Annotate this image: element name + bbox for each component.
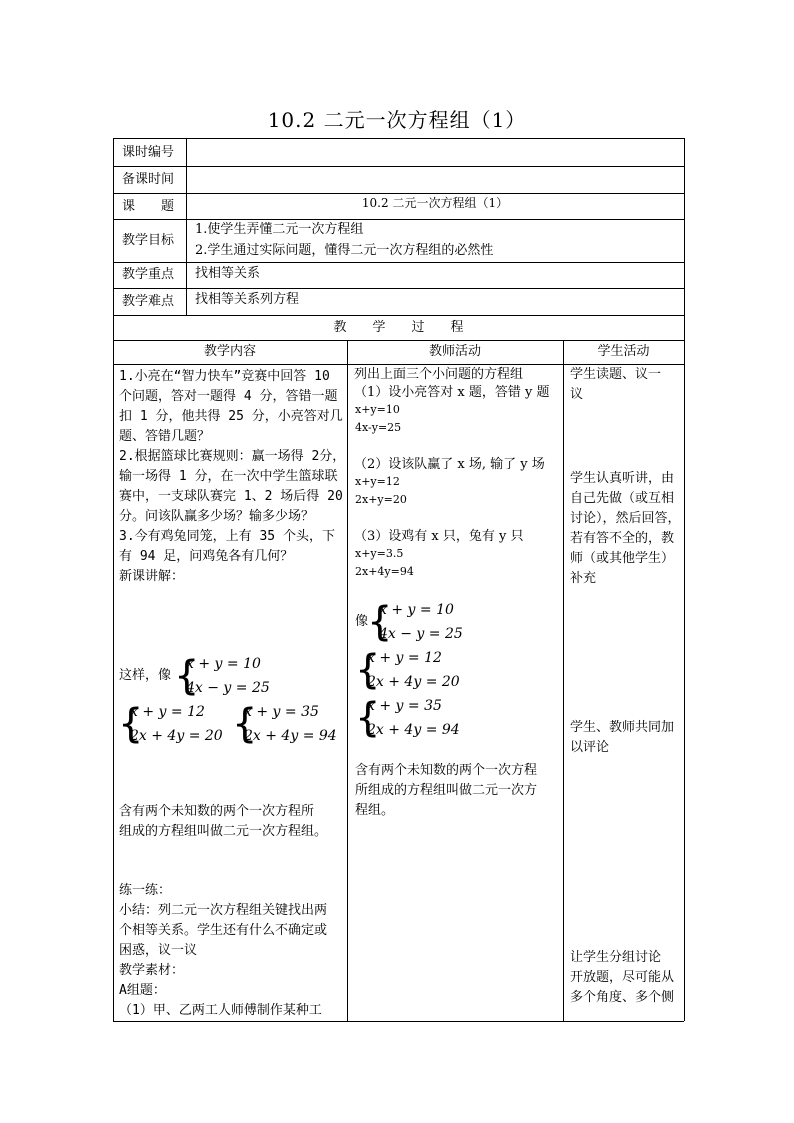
prep-time-label: 备课时间 — [122, 172, 175, 187]
goals-label: 教学目标 — [122, 233, 175, 248]
key-label: 教学重点 — [122, 267, 175, 282]
process-header: 教 学 过 程 — [333, 320, 464, 335]
col-header-student: 学生活动 — [597, 344, 650, 359]
teacher-intro: 列出上面三个小问题的方程组 — [354, 367, 524, 382]
difficulty-label: 教学难点 — [122, 294, 175, 309]
teacher-q2: （2）设该队赢了 x 场, 输了 y 场 — [354, 457, 545, 472]
col-header-content: 教学内容 — [203, 344, 256, 359]
student-activity-3: 学生、教师共同加 以评论 — [570, 720, 675, 755]
teacher-q1-eq2: 4x-y=25 — [355, 421, 402, 434]
topic-label: 课 题 — [122, 199, 175, 214]
goal-1: 1.使学生弄懂二元一次方程组 — [195, 222, 364, 237]
content-like-prefix: 这样，像 — [119, 668, 172, 683]
topic-value: 10.2 二元一次方程组（1） — [361, 196, 509, 210]
teacher-q3-eq2: 2x+4y=94 — [355, 565, 414, 578]
content-problems: 1.小亮在“智力快车”竞赛中回答 10 个问题，答对一题得 4 分，答错一题 扣 1 分，他共得 25 分，小亮答对几 题、答错几题？ 2.根据篮球比赛规则：赢一场得 2分， 输一场得 1 分，在一次中学生篮球联 赛中，一支球队赛完 1、2 场后得 20 分。问该队赢多少场？输多少场？ 3.今有鸡兔同笼，上有 35 个头，下 有 94 足，问鸡兔各有几何？ 新课讲解： — [119, 369, 346, 584]
teacher-q2-eq2: 2x+y=20 — [355, 493, 407, 506]
teacher-q1: （1）设小亮答对 x 题，答错 y 题 — [354, 385, 550, 400]
difficulty-value: 找相等关系列方程 — [195, 292, 300, 307]
teacher-definition: 含有两个未知数的两个一次方程 所组成的方程组叫做二元一次方 程组。 — [355, 763, 538, 818]
col-header-teacher: 教师活动 — [428, 344, 481, 359]
teacher-q3: （3）设鸡有 x 只，兔有 y 只 — [354, 529, 524, 544]
student-activity-2: 学生认真听讲，由 自己先做（或互相 讨论），然后回答， 若有答不全的，教 师（或其他学生） 补充 — [570, 471, 681, 586]
key-value: 找相等关系 — [195, 266, 261, 281]
student-activity-1: 学生读题、议一 议 — [570, 367, 662, 402]
goal-2: 2.学生通过实际问题，懂得二元一次方程组的必然性 — [195, 243, 494, 258]
student-activity-4: 让学生分组讨论 开放题，尽可能从 多个角度、多个侧 — [570, 950, 675, 1005]
content-definition: 含有两个未知数的两个一次方程所 组成的方程组叫做二元一次方程组。 — [119, 804, 328, 839]
content-practice: 练一练： 小结：列二元一次方程组关键找出两 个相等关系。学生还有什么不确定或 困惑，议一议 教学素材： A组题： （1）甲、乙两工人师傅制作某种工 — [119, 883, 328, 1018]
teacher-q1-eq1: x+y=10 — [355, 403, 400, 416]
document-title: 10.2 二元一次方程组（1） — [267, 108, 527, 132]
teacher-q2-eq1: x+y=12 — [355, 475, 400, 488]
teacher-q3-eq1: x+y=3.5 — [355, 547, 404, 560]
lesson-no-label: 课时编号 — [122, 145, 175, 160]
teacher-like: 像 — [355, 614, 369, 629]
